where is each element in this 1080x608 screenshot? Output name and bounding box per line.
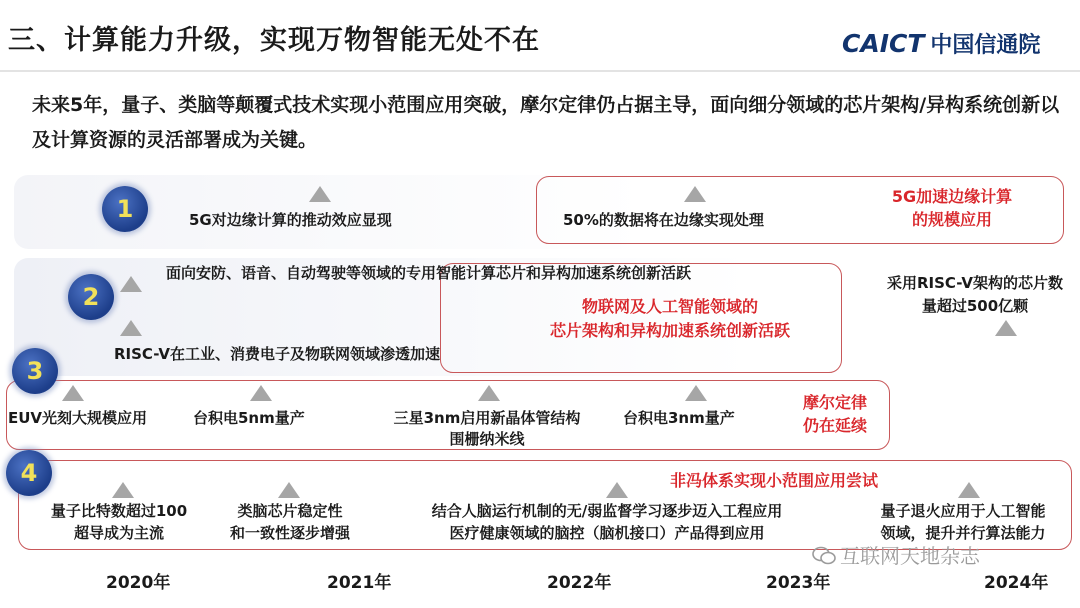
intro-text: 未来5年，量子、类脑等颠覆式技术实现小范围应用突破，摩尔定律仍占据主导，面向细分领域的芯片架构/异构系统创新以及计算资源的灵活部署成为关键。: [32, 94, 1060, 151]
lane-4-item: 和一致性逐步增强: [229, 524, 350, 542]
lane-2-item: RISC-V在工业、消费电子及物联网领域渗透加速: [114, 345, 441, 363]
milestone-marker-icon: [309, 186, 331, 202]
lane-1-item: 5G对边缘计算的推动效应显现: [189, 211, 392, 229]
lane-1-number-badge: 1: [102, 186, 148, 232]
milestone-marker-icon: [278, 482, 300, 498]
milestone-marker-icon: [684, 186, 706, 202]
lane-2-highlight-line: 物联网及人工智能领域的: [581, 297, 758, 316]
lane-4-item: 结合人脑运行机制的无/弱监督学习逐步迈入工程应用: [431, 502, 783, 520]
milestone-marker-icon: [250, 385, 272, 401]
lane-3-item: EUV光刻大规模应用: [8, 409, 148, 427]
milestone-marker-icon: [478, 385, 500, 401]
milestone-marker-icon: [120, 276, 142, 292]
lane-2-item: 采用RISC-V架构的芯片数: [886, 274, 1064, 292]
lane-4-item: 超导成为主流: [73, 524, 164, 542]
watermark: [812, 540, 980, 569]
lane-4-item: 量子比特数超过100: [50, 502, 188, 520]
lane-3-item: 三星3nm启用新晶体管结构: [393, 409, 581, 427]
wechat-icon: [812, 546, 836, 566]
lane-1-highlight-line: 5G加速边缘计算: [891, 187, 1013, 206]
year-label: 2023年: [766, 573, 831, 593]
page-title: 三、计算能力升级，实现万物智能无处不在: [8, 25, 540, 56]
lane-3-item: 台积电5nm量产: [193, 409, 305, 427]
header-divider: [0, 70, 1080, 72]
year-label: 2022年: [547, 573, 612, 593]
lane-3-number-badge: 3: [12, 348, 58, 394]
lane-2-item: 面向安防、语音、自动驾驶等领域的专用智能计算芯片和异构加速系统创新活跃: [166, 264, 692, 282]
lane-2-item: 量超过500亿颗: [921, 297, 1029, 315]
lane-4-item: 类脑芯片稳定性: [237, 502, 343, 520]
milestone-marker-icon: [120, 320, 142, 336]
lane-4-item: 量子退火应用于人工智能: [880, 502, 1046, 520]
logo-brand: CAICT: [842, 28, 925, 58]
lane-3-item: 围栅纳米线: [449, 430, 525, 448]
milestone-marker-icon: [62, 385, 84, 401]
milestone-marker-icon: [606, 482, 628, 498]
logo-name: 中国信通院: [930, 32, 1041, 58]
lane-3-item: 台积电3nm量产: [623, 409, 735, 427]
year-label: 2020年: [106, 573, 171, 593]
year-label: 2024年: [984, 573, 1049, 593]
lane-4-item: 医疗健康领域的脑控（脑机接口）产品得到应用: [449, 524, 765, 542]
milestone-marker-icon: [958, 482, 980, 498]
watermark-text: 互联网天地杂志: [840, 544, 980, 568]
lane-3-highlight-line: 摩尔定律: [802, 393, 867, 412]
lane-2-number-badge: 2: [68, 274, 114, 320]
lane-2-highlight-line: 芯片架构和异构加速系统创新活跃: [549, 321, 790, 340]
lane-4-highlight-line: 非冯体系实现小范围应用尝试: [670, 471, 879, 490]
year-label: 2021年: [327, 573, 392, 593]
milestone-marker-icon: [995, 320, 1017, 336]
milestone-marker-icon: [112, 482, 134, 498]
lane-3-highlight-line: 仍在延续: [802, 416, 867, 435]
lane-1-item: 50%的数据将在边缘实现处理: [563, 211, 764, 229]
lane-4-item: 领域，提升并行算法能力: [880, 524, 1046, 542]
caict-logo: [842, 22, 1040, 64]
lane-4-number-badge: 4: [6, 450, 52, 496]
lane-1-highlight-line: 的规模应用: [911, 210, 992, 229]
milestone-marker-icon: [685, 385, 707, 401]
